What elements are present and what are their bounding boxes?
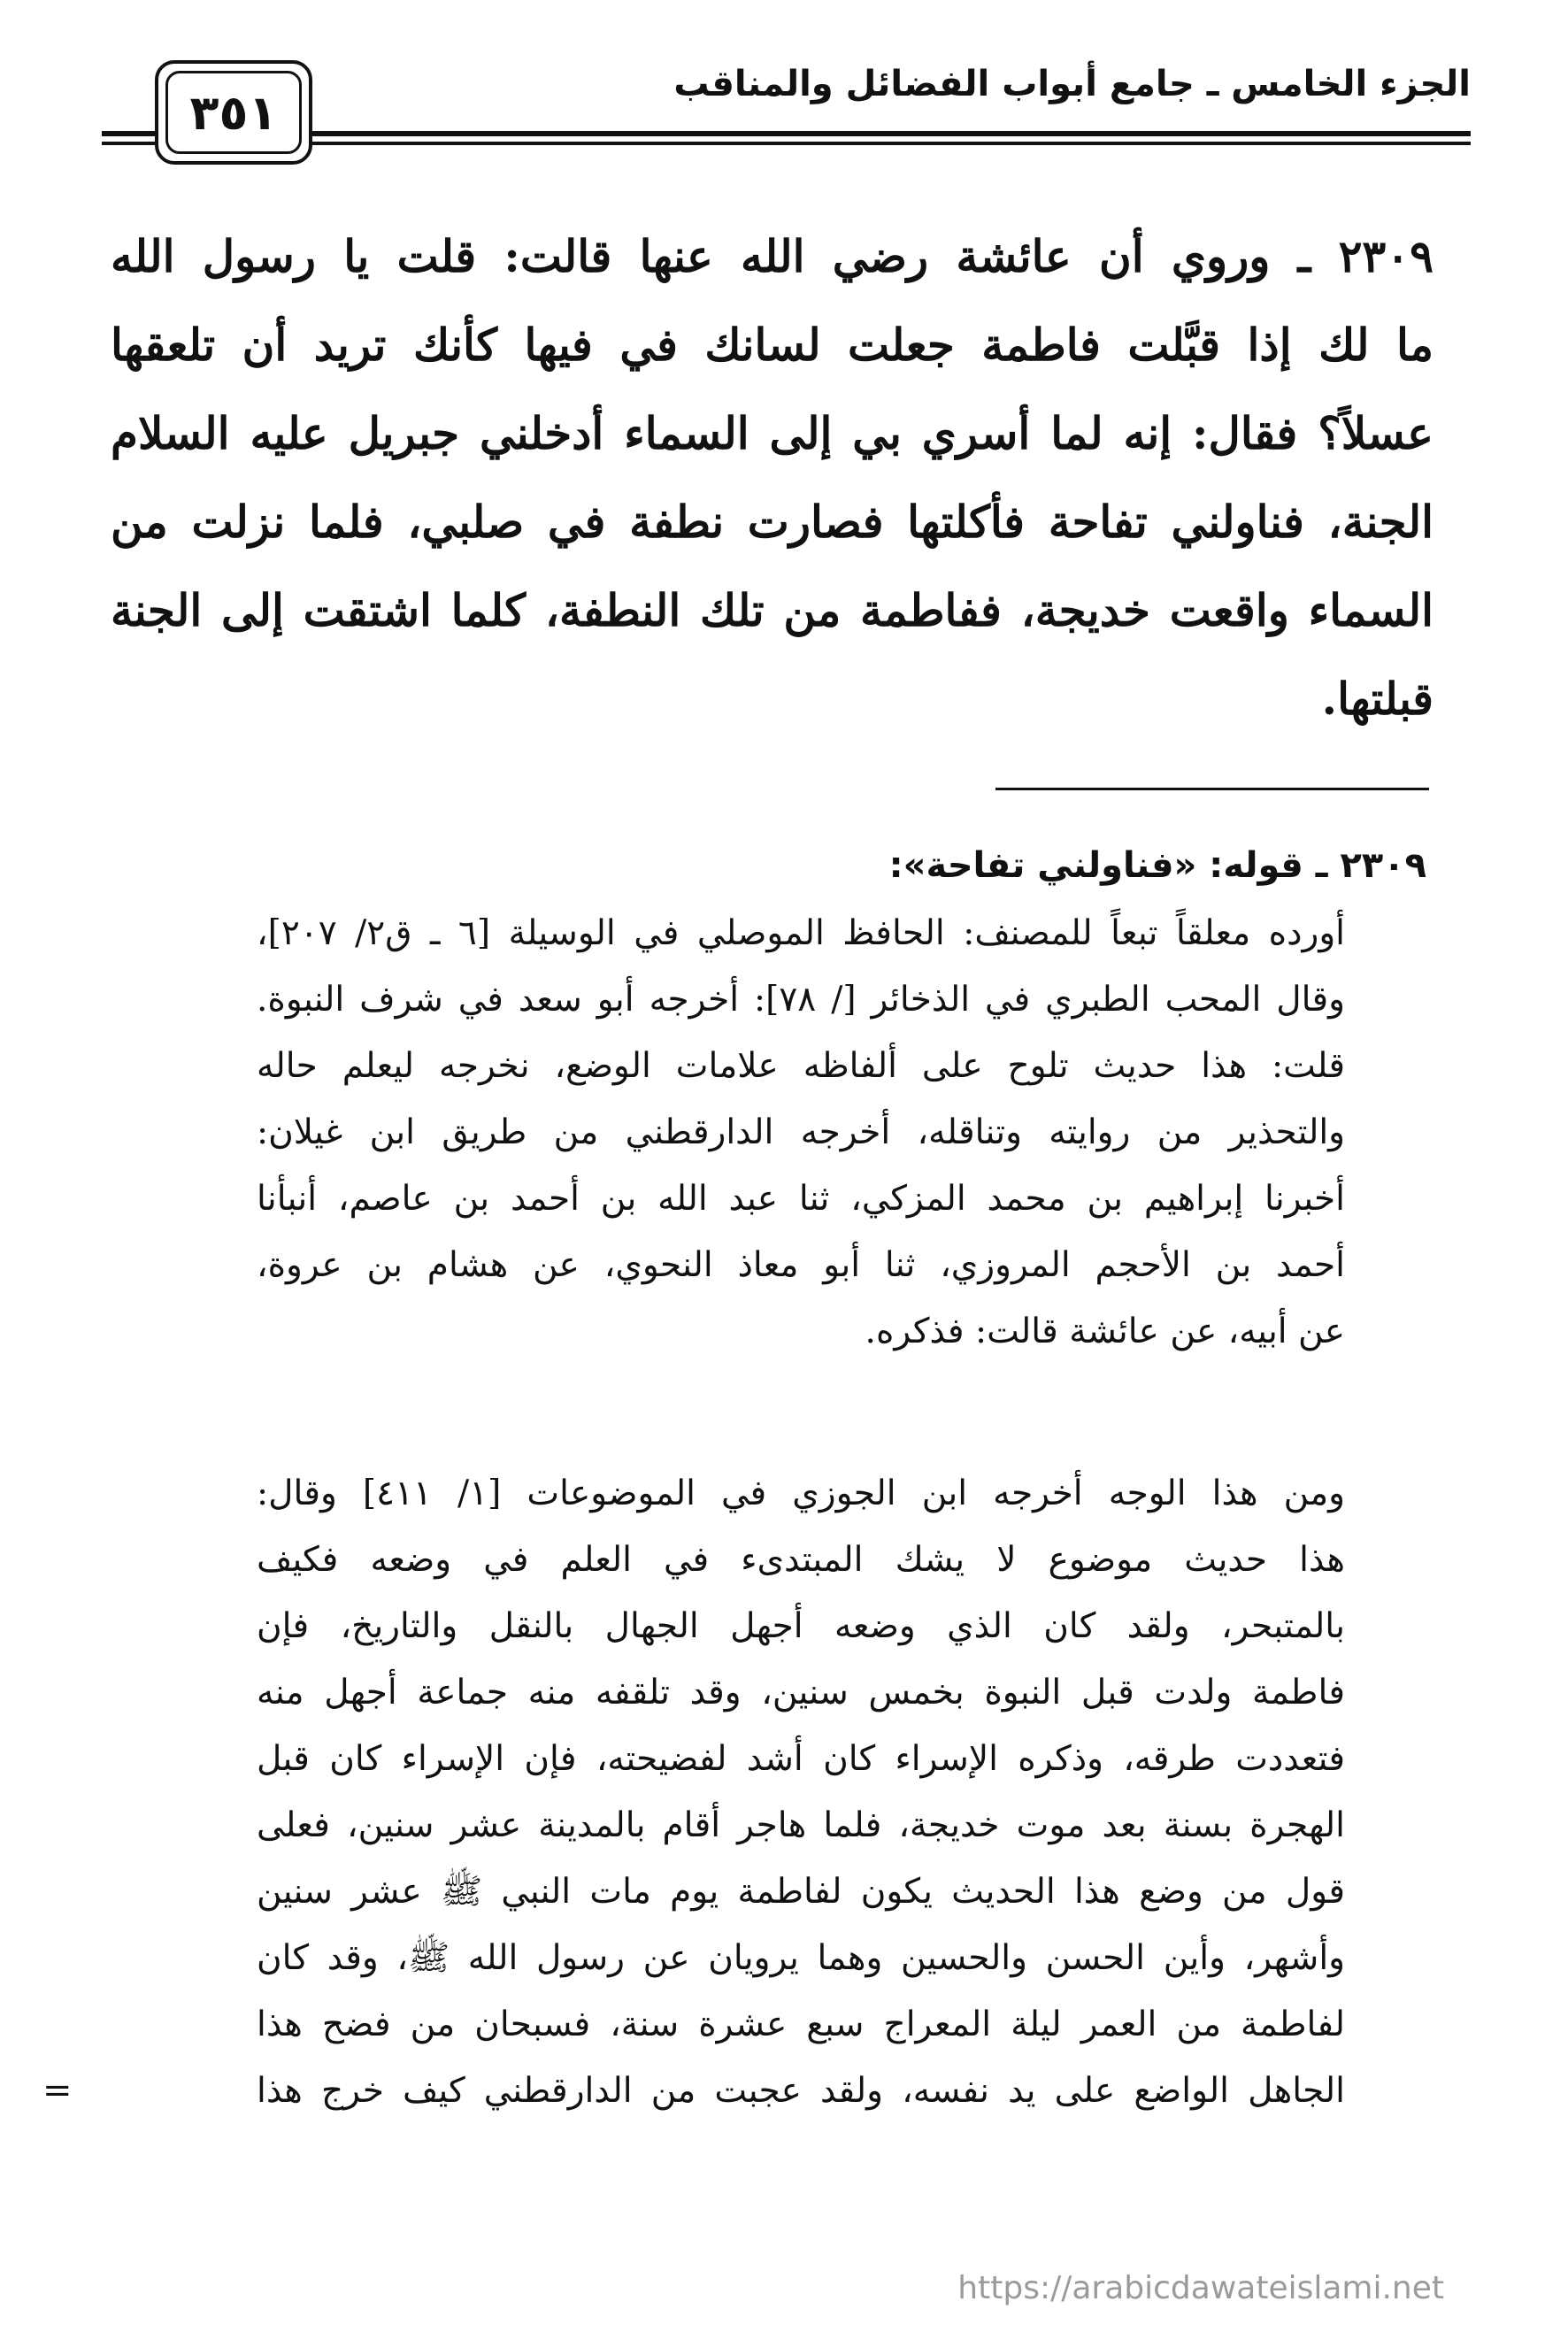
running-header-title: الجزء الخامس ـ جامع أبواب الفضائل والمناقب (673, 64, 1471, 104)
page-number-frame (155, 60, 312, 165)
footnote-line: فتعددت طرقه، وذكره الإسراء كان أشد لفضيحته، فإن الإسراء كان قبل (257, 1739, 1345, 1779)
footnote-line: هذا حديث موضوع لا يشك المبتدىء في العلم في وضعه فكيف (257, 1540, 1345, 1580)
footnote-line: عن أبيه، عن عائشة قالت: فذكره. (865, 1312, 1345, 1351)
main-text-line: ما لك إذا قبَّلت فاطمة جعلت لسانك في فيها كأنك تريد أن تلعقها (111, 319, 1433, 371)
footnote-line: قول من وضع هذا الحديث يكون لفاطمة يوم مات النبي ﷺ عشر سنين (257, 1872, 1345, 1912)
footnote-line: أورده معلقاً تبعاً للمصنف: الحافظ الموصلي في الوسيلة [٦ ـ ق٢/ ٢٠٧]، (257, 913, 1345, 953)
footnote-line: لفاطمة من العمر ليلة المعراج سبع عشرة سنة، فسبحان من فضح هذا (257, 2005, 1345, 2044)
watermark-url: https://arabicdawateislami.net (957, 2270, 1444, 2306)
footnote-line: أخبرنا إبراهيم بن محمد المزكي، ثنا عبد الله بن أحمد بن عاصم، أنبأنا (257, 1179, 1345, 1219)
footnote-line: وقال المحب الطبري في الذخائر [/ ٧٨]: أخرجه أبو سعد في شرف النبوة. (257, 980, 1345, 1020)
footnote-line: أحمد بن الأحجم المروزي، ثنا أبو معاذ النحوي، عن هشام بن عروة، (257, 1245, 1345, 1285)
footnote-line: بالمتبحر، ولقد كان الذي وضعه أجهل الجهال بالنقل والتاريخ، فإن (257, 1606, 1345, 1646)
main-text-line: قبلتها. (1321, 673, 1433, 725)
footnote-line: والتحذير من روايته وتناقله، أخرجه الدارقطني من طريق ابن غيلان: (257, 1112, 1345, 1152)
main-text-line: السماء واقعت خديجة، ففاطمة من تلك النطفة، كلما اشتقت إلى الجنة (111, 584, 1433, 636)
continuation-mark: = (42, 2070, 73, 2111)
footnote-line: الجاهل الواضع على يد نفسه، ولقد عجبت من الدارقطني كيف خرج هذا (257, 2071, 1345, 2111)
main-text-line: الجنة، فناولني تفاحة فأكلتها فصارت نطفة في صلبي، فلما نزلت من (111, 496, 1433, 548)
footnote-separator (995, 788, 1429, 790)
page-number: ٣٥١ (165, 71, 302, 154)
footnote-line: وأشهر، وأين الحسن والحسين وهما يرويان عن رسول الله ﷺ، وقد كان (257, 1938, 1345, 1978)
footnote-line: الهجرة بسنة بعد موت خديجة، فلما هاجر أقام بالمدينة عشر سنين، فعلى (257, 1805, 1345, 1845)
footnote-heading: ٢٣٠٩ ـ قوله: «فناولني تفاحة»: (888, 845, 1426, 886)
footnote-line: فاطمة ولدت قبل النبوة بخمس سنين، وقد تلقفه منه جماعة أجهل منه (257, 1673, 1345, 1712)
footnote-line: ومن هذا الوجه أخرجه ابن الجوزي في الموضوعات [١/ ٤١١] وقال: (257, 1474, 1346, 1513)
footnote-line: قلت: هذا حديث تلوح على ألفاظه علامات الوضع، نخرجه ليعلم حاله (257, 1046, 1345, 1086)
main-text-line: ٢٣٠٩ ـ وروي أن عائشة رضي الله عنها قالت: قلت يا رسول الله (111, 230, 1433, 282)
main-text-line: عسلاً؟ فقال: إنه لما أسري بي إلى السماء أدخلني جبريل عليه السلام (111, 407, 1433, 459)
